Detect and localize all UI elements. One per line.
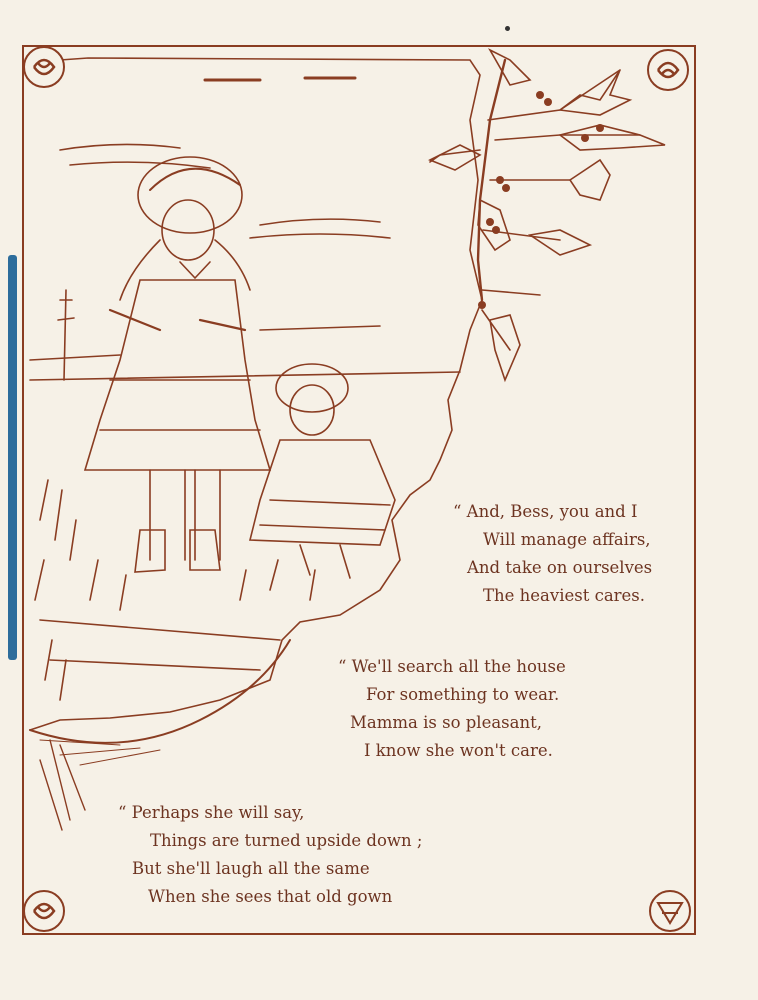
verse-line: For something to wear. <box>366 685 560 704</box>
verse-line: I know she won't care. <box>364 741 553 760</box>
verse-line: When she sees that old gown <box>148 887 393 906</box>
verse-line: The heaviest cares. <box>483 586 646 605</box>
verse-line: Mamma is so pleasant, <box>350 713 542 732</box>
verse-line: “ We'll search all the house <box>338 657 566 676</box>
verse-line: But she'll laugh all the same <box>132 859 370 878</box>
verse-line: “ Perhaps she will say, <box>118 803 305 822</box>
verse-line: “ And, Bess, you and I <box>453 502 638 521</box>
corner-ornament-icon <box>646 48 690 92</box>
stanza-2 <box>338 653 566 765</box>
stanza-1 <box>453 498 652 610</box>
verse-line: Will manage affairs, <box>483 530 651 549</box>
corner-ornament-icon <box>648 889 692 933</box>
verse-line: And take on ourselves <box>467 558 653 577</box>
stanza-3 <box>118 799 422 911</box>
verse-line: Things are turned upside down ; <box>150 831 423 850</box>
corner-ornament-icon <box>22 45 66 89</box>
corner-ornament-icon <box>22 889 66 933</box>
